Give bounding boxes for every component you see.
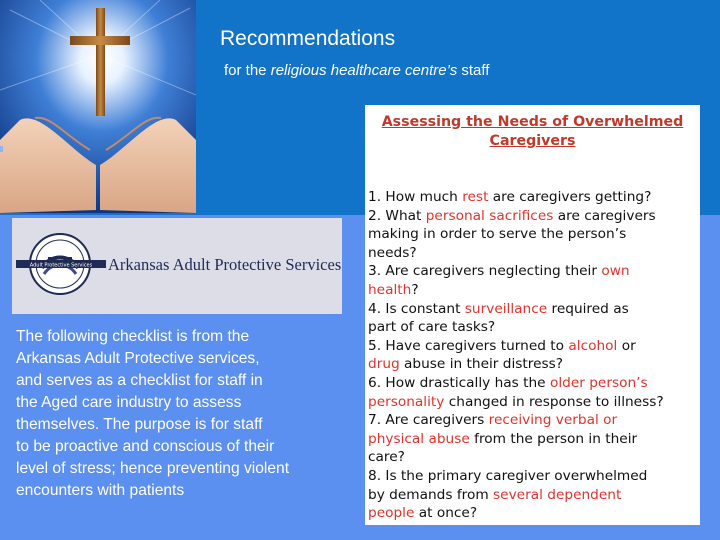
subtitle-prefix: for the	[224, 62, 271, 79]
checklist-line	[368, 262, 703, 281]
checklist-text: changed in response to illness?	[444, 393, 664, 410]
aps-organization-name: Arkansas Adult Protective Services	[108, 255, 342, 274]
edge-marker	[0, 146, 3, 152]
checklist-highlight: people	[368, 505, 415, 522]
aps-logo-banner	[12, 218, 342, 314]
checklist-line	[368, 467, 703, 486]
checklist-text: at once?	[414, 505, 478, 522]
checklist-text: from the person in their	[469, 430, 638, 447]
checklist-title	[365, 113, 700, 151]
checklist-highlight: rest	[462, 189, 489, 205]
checklist-text: 3. Are caregivers neglecting their	[368, 263, 602, 280]
checklist-line	[368, 318, 703, 337]
checklist-line	[368, 411, 703, 430]
checklist-text: 1. How much	[368, 189, 463, 205]
checklist-text: or	[617, 337, 636, 354]
description-text: The following checklist is from the Arkansas Adult Protective services, and serves as a checklist for staff in the Aged care industry to assess themselves. The purpose is for staff to be proactive and conscious of their level of stress; hence preventing violent encounters with patients	[16, 328, 290, 499]
checklist-body	[368, 188, 703, 523]
checklist-line	[368, 504, 703, 523]
checklist-title-line2: Caregivers	[489, 133, 576, 149]
checklist-line	[368, 337, 703, 356]
checklist-highlight: older person’s	[549, 374, 648, 391]
checklist-text: 7. Are caregivers	[368, 412, 489, 429]
checklist-text: by demands from	[368, 486, 494, 503]
checklist-text: 8. Is the primary caregiver overwhelmed	[368, 467, 648, 484]
checklist-line	[368, 300, 703, 319]
checklist-line	[368, 448, 703, 467]
checklist-panel	[365, 105, 700, 525]
checklist-text: are caregivers	[553, 207, 656, 224]
checklist-text: 5. Have caregivers turned to	[368, 337, 569, 354]
checklist-highlight: alcohol	[568, 337, 618, 354]
cross-and-hands-image	[0, 0, 196, 213]
checklist-line	[368, 374, 703, 393]
subtitle-italic: religious healthcare centre’s	[270, 62, 458, 79]
checklist-highlight: surveillance	[464, 300, 548, 317]
checklist-highlight: personality	[368, 393, 445, 410]
checklist-text: ?	[411, 281, 419, 298]
checklist-highlight: physical abuse	[368, 430, 470, 447]
checklist-line	[368, 393, 703, 412]
checklist-line	[368, 486, 703, 505]
checklist-line	[368, 207, 703, 226]
checklist-line	[368, 225, 703, 244]
checklist-highlight: drug	[368, 356, 400, 373]
checklist-line	[368, 188, 703, 207]
subtitle-suffix: staff	[457, 62, 490, 79]
cross-and-hands-icon	[0, 0, 196, 213]
checklist-line	[368, 430, 703, 449]
checklist-line	[368, 281, 703, 300]
checklist-highlight: own	[601, 263, 630, 280]
checklist-text: 4. Is constant	[368, 300, 465, 317]
checklist-highlight: personal sacrifices	[425, 207, 554, 224]
aps-seal-icon	[12, 218, 108, 314]
checklist-text: care?	[368, 449, 405, 466]
slide-subtitle	[224, 62, 489, 79]
checklist-highlight: receiving verbal or	[488, 412, 618, 429]
checklist-text: abuse in their distress?	[399, 356, 564, 373]
checklist-text: making in order to serve the person’s	[368, 226, 627, 243]
svg-text:Adult Protective Services: Adult Protective Services	[29, 262, 93, 269]
checklist-text: 6. How drastically has the	[368, 374, 550, 391]
checklist-line	[368, 355, 703, 374]
checklist-highlight: health	[368, 281, 412, 298]
checklist-text: needs?	[368, 244, 417, 261]
checklist-highlight: several dependent	[493, 486, 622, 503]
checklist-text: 2. What	[368, 207, 426, 224]
slide-title: Recommendations	[220, 27, 396, 50]
checklist-title-line1: Assessing the Needs of Overwhelmed	[381, 114, 684, 130]
checklist-text: part of care tasks?	[368, 319, 496, 336]
checklist-text: are caregivers getting?	[488, 189, 652, 205]
checklist-line	[368, 244, 703, 263]
checklist-text: required as	[547, 300, 629, 317]
